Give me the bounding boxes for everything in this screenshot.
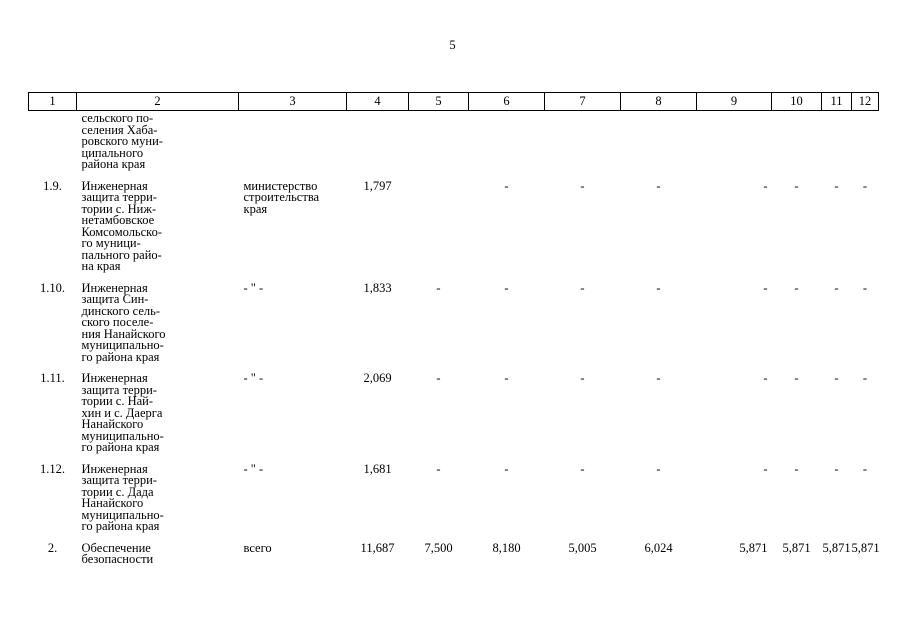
- cell-value: 5,871: [739, 540, 768, 555]
- cell-value: -: [794, 178, 799, 193]
- cell-value: -: [862, 280, 868, 295]
- cell-value: 2,069: [363, 371, 392, 385]
- cell-value: -: [862, 461, 868, 476]
- cell-value: -: [834, 280, 839, 295]
- cell-value: -: [763, 280, 768, 295]
- cell-value: 5,005: [568, 540, 597, 555]
- cell-value: -: [656, 178, 661, 193]
- col-header: 10: [772, 93, 822, 111]
- row-number: 2.: [47, 540, 58, 555]
- row-executor: всего: [243, 540, 272, 555]
- cell-value: 5,871: [782, 540, 811, 555]
- col-header: 2: [77, 93, 239, 111]
- row-name: Инженерная защита терри- тории с. Най- хин и с. Даерга Нанайского муниципально- го района края: [81, 371, 164, 454]
- cell-value: 7,500: [424, 540, 453, 555]
- cell-value: -: [436, 461, 441, 476]
- table-row: [29, 177, 879, 279]
- cell-value: -: [862, 371, 868, 385]
- page-number: 5: [449, 38, 456, 52]
- cell-value: -: [656, 461, 661, 476]
- row-name: Инженерная защита Син- динского сель- ского поселе- ния Нанайского муниципально- го района края: [81, 280, 166, 364]
- col-header: 3: [239, 93, 347, 111]
- cell-value: -: [580, 178, 585, 193]
- cell-value: -: [794, 371, 799, 385]
- cell-value: -: [794, 280, 799, 295]
- cell-value: 6,024: [644, 540, 673, 555]
- cell-value: -: [763, 178, 768, 193]
- table-row: [29, 539, 879, 572]
- cell-value: 8,180: [492, 540, 521, 555]
- continuation-row: [29, 111, 879, 177]
- col-header: 12: [852, 93, 879, 111]
- row-number: 1.9.: [43, 178, 62, 193]
- row-executor: - " -: [243, 371, 264, 385]
- table-row: [29, 460, 879, 539]
- row-name: Инженерная защита терри- тории с. Дада Нанайского муниципально- го района края: [81, 461, 164, 533]
- table-row: [29, 369, 879, 460]
- cell-value: -: [834, 371, 839, 385]
- cell-value: 1,797: [363, 178, 392, 193]
- cell-value: -: [580, 461, 585, 476]
- col-header: 7: [545, 93, 621, 111]
- header-row: [29, 93, 879, 111]
- cell-value: 1,681: [363, 461, 392, 476]
- cell-value: -: [436, 371, 441, 385]
- col-header: 5: [409, 93, 469, 111]
- cell-value: -: [504, 280, 509, 295]
- col-header: 6: [469, 93, 545, 111]
- continuation-text: сельского по- селения Хаба- ровского муни- ципального района края: [81, 111, 163, 171]
- col-header: 4: [347, 93, 409, 111]
- cell-value: -: [504, 461, 509, 476]
- cell-value: -: [580, 280, 585, 295]
- row-number: 1.10.: [40, 280, 65, 295]
- cell-value: -: [763, 461, 768, 476]
- cell-value: -: [834, 461, 839, 476]
- cell-value: -: [862, 178, 868, 193]
- col-header: 9: [697, 93, 772, 111]
- cell-value: -: [504, 178, 509, 193]
- cell-value: -: [763, 371, 768, 385]
- col-header: 8: [621, 93, 697, 111]
- col-header: 11: [822, 93, 852, 111]
- row-number: 1.11.: [40, 371, 65, 385]
- cell-value: -: [834, 178, 839, 193]
- cell-value: 5,871: [822, 540, 851, 555]
- row-executor: министерство строительства края: [243, 178, 320, 216]
- table-body: [29, 177, 879, 572]
- row-name: Обеспечение безопасности: [81, 540, 154, 566]
- cell-value: 5,871: [851, 540, 880, 555]
- table-row: [29, 279, 879, 370]
- row-number: 1.12.: [40, 461, 65, 476]
- data-table: [28, 92, 879, 572]
- cell-value: -: [436, 280, 441, 295]
- col-header: 1: [29, 93, 77, 111]
- cell-value: 1,833: [363, 280, 392, 295]
- cell-value: -: [504, 371, 509, 385]
- cell-value: -: [656, 371, 661, 385]
- row-name: Инженерная защита терри- тории с. Ниж- нетамбовское Комсомольско- го муници- пального райо- на края: [81, 178, 163, 273]
- cell-value: -: [794, 461, 799, 476]
- row-executor: - " -: [243, 461, 264, 476]
- row-executor: - " -: [243, 280, 264, 295]
- cell-value: 11,687: [360, 540, 395, 555]
- cell-value: -: [580, 371, 585, 385]
- cell-value: -: [656, 280, 661, 295]
